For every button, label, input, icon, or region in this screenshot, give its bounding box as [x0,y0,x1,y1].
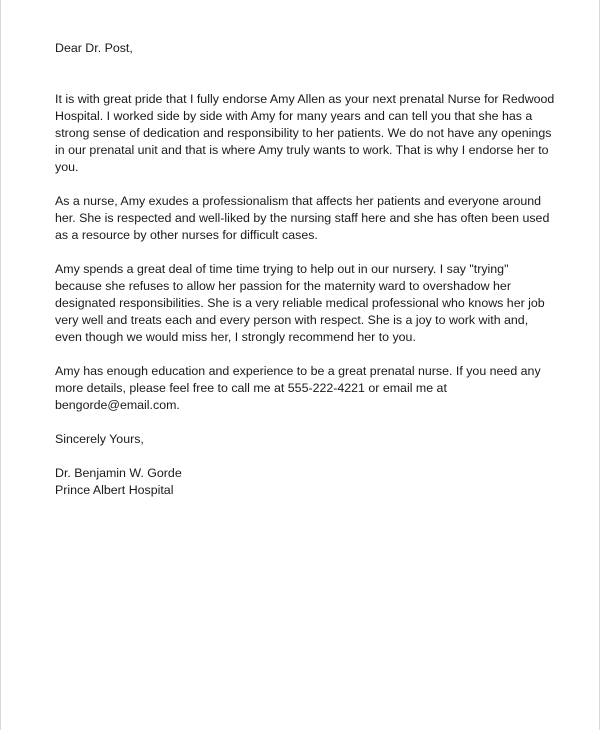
letter-paragraph-2: As a nurse, Amy exudes a professionalism that affects her patients and everyone around her. She is respected and well-liked by the nursing staff here and she has often been used as a resource by other nurses for difficult cases. [55,194,550,242]
letter-body [55,40,555,499]
letter-salutation: Dear Dr. Post, [55,41,133,55]
letter-paragraph-3: Amy spends a great deal of time time trying to help out in our nursery. I say "trying" because she refuses to allow her passion for the maternity ward to overshadow her designated responsibilities. She is a very reliable medical professional who knows her job very well and treats each and every person with respect. She is a joy to work with and, even though we would miss her, I strongly recommend her to you. [55,262,545,344]
signature-name: Dr. Benjamin W. Gorde [55,466,182,480]
signature-organization: Prince Albert Hospital [55,483,174,497]
letter-paragraph-1: It is with great pride that I fully endorse Amy Allen as your next prenatal Nurse for Redwood Hospital. I worked side by side with Amy for many years and can tell you that she has a strong sense of dedication and responsibility to her patients. We do not have any openings in our prenatal unit and that is where Amy truly wants to work. That is why I endorse her to you. [55,92,555,174]
letter-paragraph-4: Amy has enough education and experience to be a great prenatal nurse. If you need any more details, please feel free to call me at 555-222-4221 or email me at bengorde@email.com. [55,364,541,412]
letter-closing: Sincerely Yours, [55,432,144,446]
